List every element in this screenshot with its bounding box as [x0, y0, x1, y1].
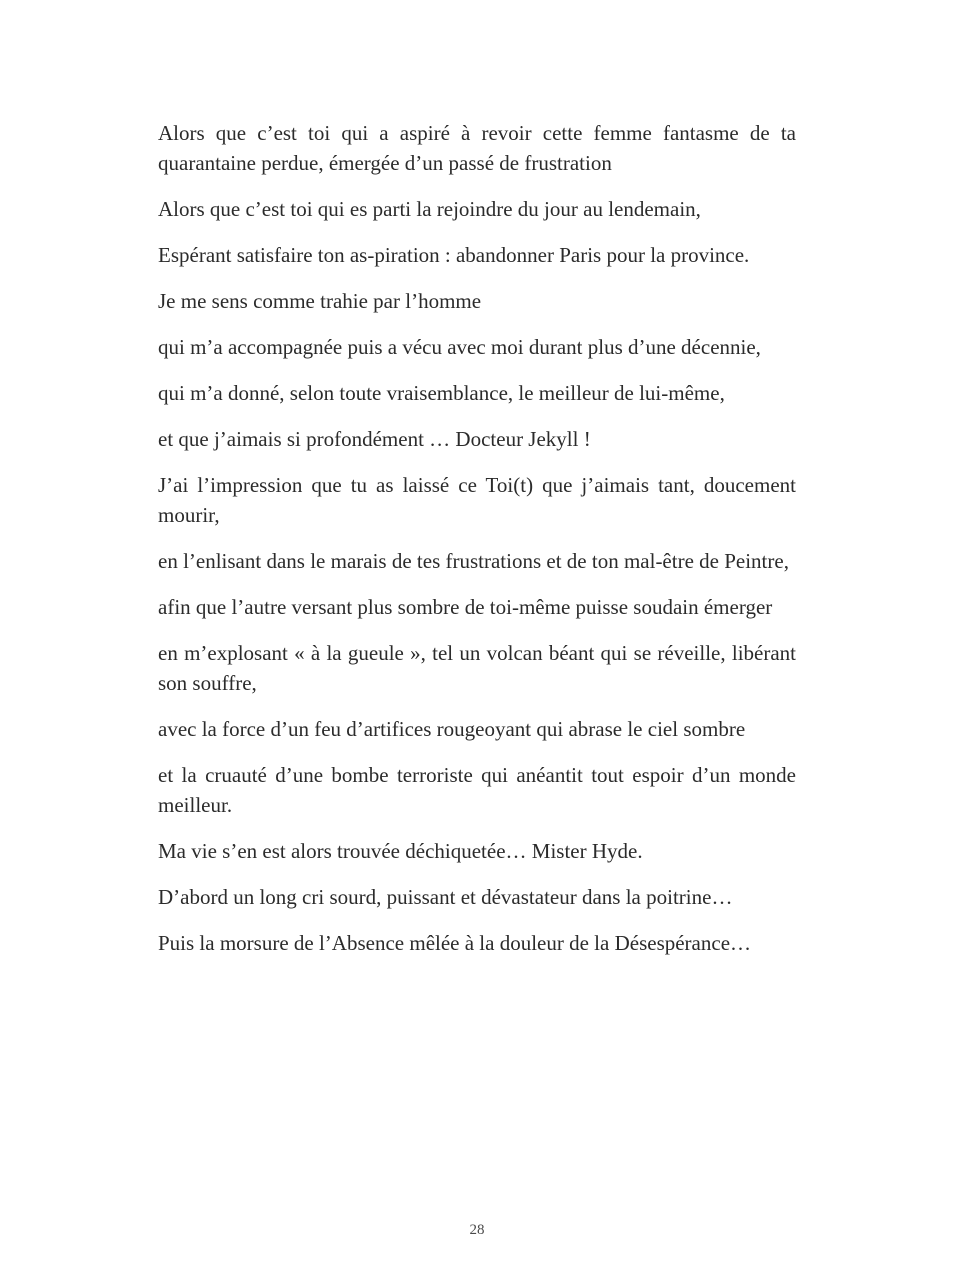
paragraph: et la cruauté d’une bombe terroriste qui anéantit tout espoir d’un monde meilleur. [158, 763, 796, 817]
paragraph: avec la force d’un feu d’artifices rougeoyant qui abrase le ciel sombre [158, 717, 746, 741]
page-number: 28 [469, 1222, 485, 1238]
paragraph: et que j’aimais si profondément … Docteur Jekyll ! [158, 427, 591, 451]
paragraph: en l’enlisant dans le marais de tes frustrations et de ton mal-être de Peintre, [158, 549, 789, 573]
paragraph: en m’explosant « à la gueule », tel un volcan béant qui se réveille, libérant son souffre, [158, 641, 796, 695]
paragraph: Alors que c’est toi qui es parti la rejoindre du jour au lendemain, [158, 197, 701, 221]
paragraph: D’abord un long cri sourd, puissant et dévastateur dans la poitrine… [158, 885, 733, 909]
paragraph: J’ai l’impression que tu as laissé ce Toi(t) que j’aimais tant, doucement mourir, [158, 473, 796, 527]
paragraph: Espérant satisfaire ton as-piration : abandonner Paris pour la province. [158, 243, 750, 267]
body-text [158, 118, 796, 974]
paragraph: qui m’a accompagnée puis a vécu avec moi durant plus d’une décennie, [158, 335, 761, 359]
paragraph: qui m’a donné, selon toute vraisemblance, le meilleur de lui-même, [158, 381, 725, 405]
paragraph: Alors que c’est toi qui a aspiré à revoir cette femme fantasme de ta quarantaine perdue, émergée d’un passé de frustration [158, 121, 796, 175]
paragraph: Ma vie s’en est alors trouvée déchiquetée… Mister Hyde. [158, 839, 643, 863]
paragraph: Je me sens comme trahie par l’homme [158, 289, 482, 313]
paragraph: afin que l’autre versant plus sombre de toi-même puisse soudain émerger [158, 595, 773, 619]
paragraph: Puis la morsure de l’Absence mêlée à la douleur de la Désespérance… [158, 931, 752, 955]
